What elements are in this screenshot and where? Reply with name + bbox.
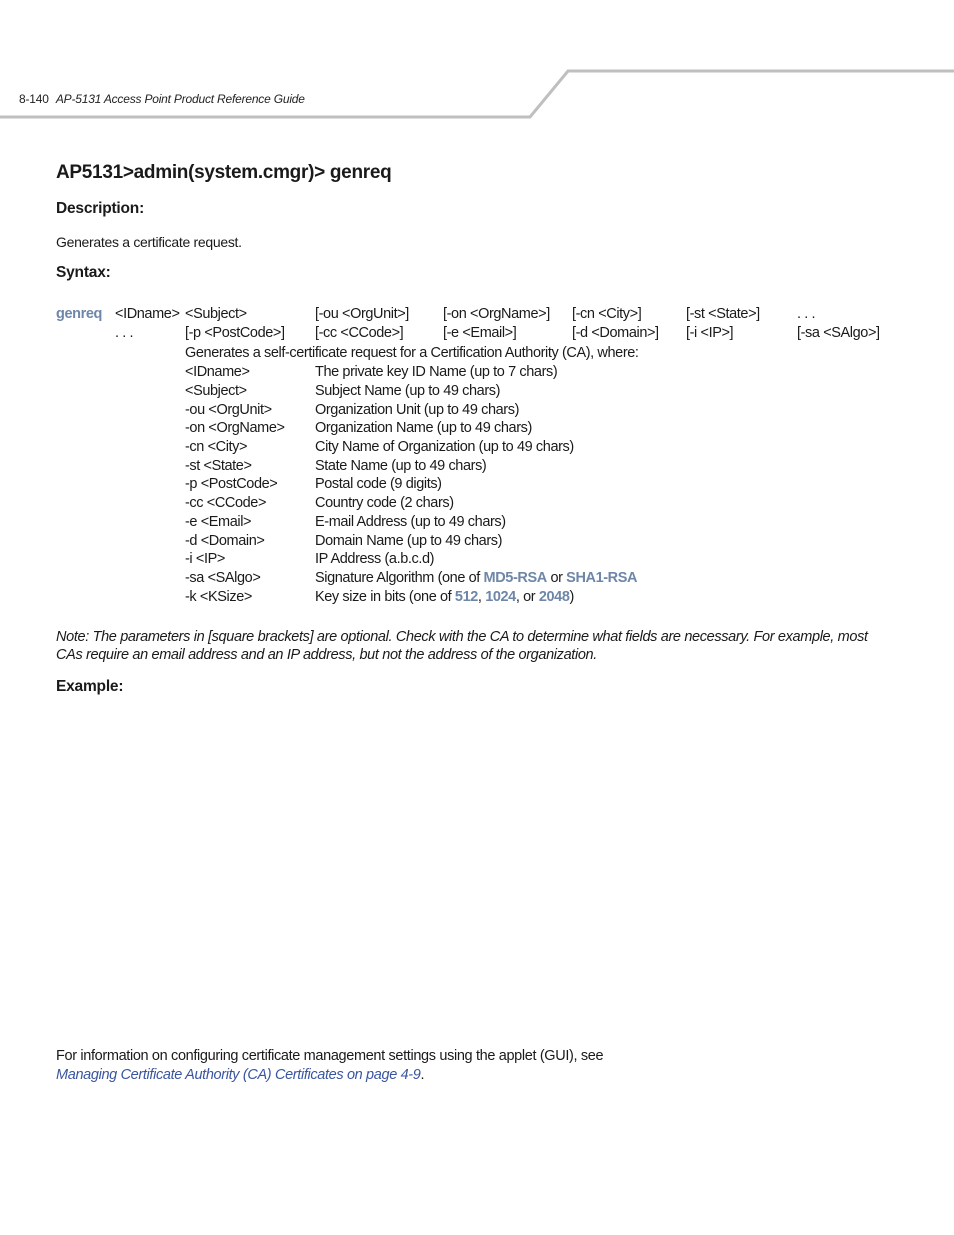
param-name: -st <State> (185, 458, 252, 474)
footer-text: For information on configuring certificate management settings using the applet (GUI), see (56, 1048, 604, 1064)
param-desc: Organization Name (up to 49 chars) (315, 420, 532, 436)
param-desc: Subject Name (up to 49 chars) (315, 383, 501, 399)
option-2048: 2048 (538, 589, 570, 605)
param-desc: IP Address (a.b.c.d) (315, 551, 435, 567)
running-header (19, 92, 305, 106)
param-name: -cn <City> (185, 439, 248, 455)
option-512: 512 (454, 589, 478, 605)
syntax-token: [-i <IP>] (686, 325, 734, 341)
guide-title: AP-5131 Access Point Product Reference Guide (55, 92, 305, 106)
syntax-token: <Subject> (185, 306, 247, 322)
cross-reference-link[interactable]: Managing Certificate Authority (CA) Certificates on page 4-9 (56, 1067, 421, 1083)
param-name: -cc <CCode> (185, 495, 267, 511)
param-desc: The private key ID Name (up to 7 chars) (315, 364, 558, 380)
syntax-token: [-cc <CCode>] (315, 325, 404, 341)
description-text: Generates a certificate request. (56, 234, 242, 250)
syntax-token: [-ou <OrgUnit>] (315, 306, 409, 322)
footer-paragraph: For information on configuring certificate management settings using the applet (GUI), see Managing Certificate Authority (CA) Certificates on page 4-9. (56, 1048, 604, 1083)
param-name: <Subject> (185, 383, 247, 399)
syntax-token: <IDname> (115, 306, 180, 322)
option-1024: 1024 (485, 589, 516, 605)
param-name: -k <KSize> (185, 589, 252, 605)
syntax-token: [-p <PostCode>] (185, 325, 285, 341)
param-desc: Country code (2 chars) (315, 495, 454, 511)
syntax-token: [-cn <City>] (572, 306, 642, 322)
param-name: -e <Email> (185, 514, 252, 530)
syntax-token: [-on <OrgName>] (443, 306, 550, 322)
example-heading: Example: (56, 678, 124, 695)
syntax-token: . . . (115, 325, 134, 341)
page-number: 8-140 (19, 92, 49, 106)
syntax-token: [-sa <SAlgo>] (797, 325, 880, 341)
header-decoration (0, 0, 954, 130)
param-desc: City Name of Organization (up to 49 chars) (315, 439, 574, 455)
param-name: -ou <OrgUnit> (185, 402, 272, 418)
syntax-token: [-e <Email>] (443, 325, 517, 341)
param-name: -sa <SAlgo> (185, 570, 261, 586)
syntax-keyword: genreq (56, 306, 102, 322)
param-desc: Domain Name (up to 49 chars) (315, 533, 503, 549)
param-desc: Postal code (9 digits) (315, 476, 442, 492)
syntax-intro: Generates a self-certificate request for a Certification Authority (CA), where: (185, 345, 639, 361)
command-title: AP5131>admin(system.cmgr)> genreq (56, 162, 392, 183)
option-sha1-rsa: SHA1-RSA (566, 570, 638, 586)
param-name: -i <IP> (185, 551, 225, 567)
syntax-heading: Syntax: (56, 264, 111, 281)
syntax-token: [-st <State>] (686, 306, 760, 322)
param-name: -d <Domain> (185, 533, 265, 549)
description-heading: Description: (56, 200, 145, 217)
param-desc: Organization Unit (up to 49 chars) (315, 402, 520, 418)
syntax-token: . . . (797, 306, 816, 322)
param-name: -on <OrgName> (185, 420, 285, 436)
param-desc: State Name (up to 49 chars) (315, 458, 487, 474)
param-desc: E-mail Address (up to 49 chars) (315, 514, 506, 530)
option-md5-rsa: MD5-RSA (483, 570, 547, 586)
note-text: Note: The parameters in [square brackets] are optional. Check with the CA to determine what fields are necessary. For example, most CAs require an email address and an IP address, but not the address of the organization. (56, 629, 868, 663)
syntax-token: [-d <Domain>] (572, 325, 659, 341)
param-desc: Key size in bits (one of 512, 1024, or 2048) (315, 589, 574, 605)
param-name: <IDname> (185, 364, 250, 380)
param-desc: Signature Algorithm (one of MD5-RSA or SHA1-RSA (315, 570, 638, 586)
param-name: -p <PostCode> (185, 476, 278, 492)
